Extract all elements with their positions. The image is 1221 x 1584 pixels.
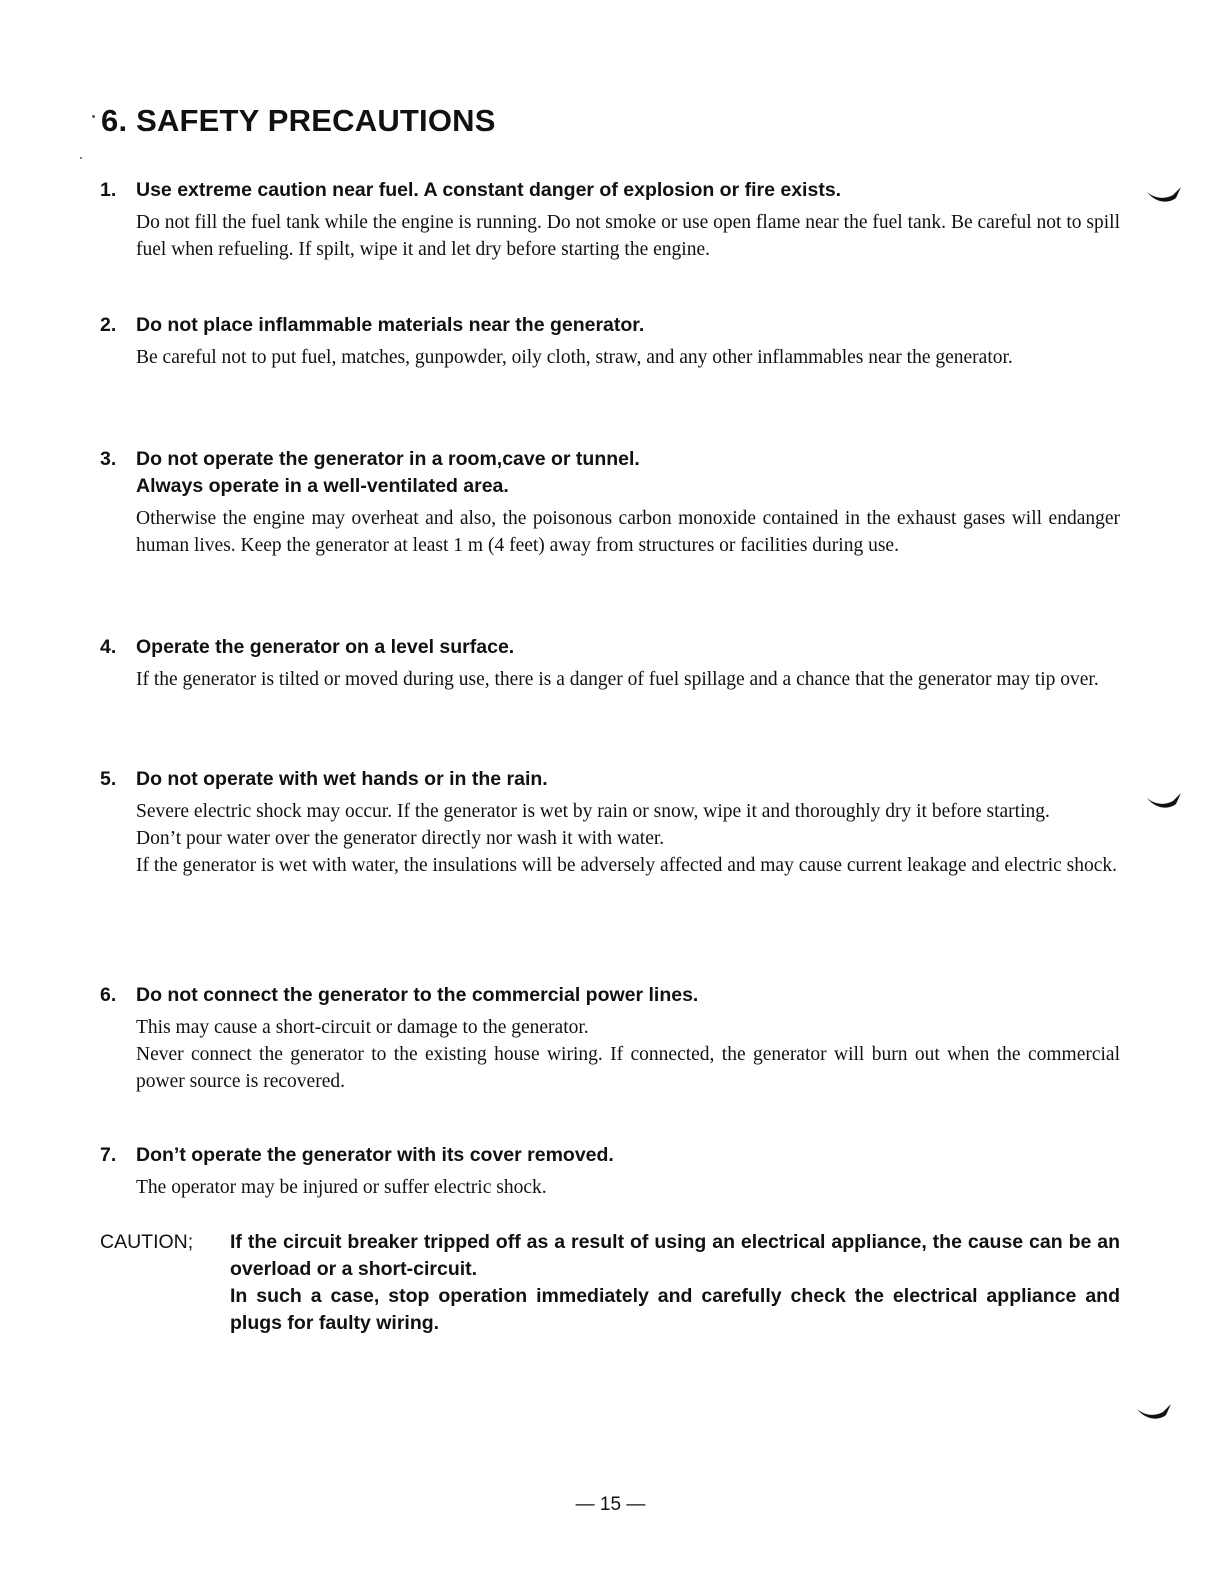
caution-note <box>100 1229 1120 1337</box>
scan-speck <box>80 157 82 159</box>
item-number: 3. <box>100 448 117 470</box>
caution-paragraph: In such a case, stop operation immediately and carefully check the electrical appliance and plugs for faulty wiring. <box>230 1285 1120 1334</box>
item-heading <box>100 312 1120 339</box>
item-heading-text: Do not place inflammable materials near the generator. <box>136 314 645 336</box>
item-body <box>136 1014 1120 1095</box>
item-body <box>136 344 1120 371</box>
item-heading <box>100 446 1120 500</box>
caution-text <box>230 1229 1120 1337</box>
precaution-item-2 <box>100 312 1120 371</box>
item-body <box>136 666 1120 693</box>
item-heading <box>100 982 1120 1009</box>
caution-label: CAUTION; <box>100 1231 194 1253</box>
precaution-item-5 <box>100 766 1120 879</box>
precaution-item-3 <box>100 446 1120 559</box>
item-body-paragraph: This may cause a short-circuit or damage to the generator. <box>136 1017 589 1038</box>
item-number: 1. <box>100 179 117 201</box>
page-title: 6. SAFETY PRECAUTIONS <box>101 103 496 138</box>
item-body-paragraph: Do not fill the fuel tank while the engine is running. Do not smoke or use open flame near the fuel tank. Be careful not to spill fuel when refueling. If spilt, wipe it and let dry before starting the engine. <box>136 212 1120 260</box>
item-body-paragraph: The operator may be injured or suffer electric shock. <box>136 1177 547 1198</box>
item-heading-text: Operate the generator on a level surface. <box>136 636 515 658</box>
item-body-paragraph: Never connect the generator to the existing house wiring. If connected, the generator will burn out when the commercial power source is recovered. <box>136 1044 1120 1092</box>
item-body-paragraph: Don’t pour water over the generator directly nor wash it with water. <box>136 828 665 849</box>
item-body-paragraph: If the generator is wet with water, the insulations will be adversely affected and may cause current leakage and electric shock. <box>136 855 1118 876</box>
item-heading-text: Do not operate the generator in a room,cave or tunnel. <box>136 448 640 470</box>
precaution-item-1 <box>100 177 1120 263</box>
caution-paragraph: If the circuit breaker tripped off as a result of using an electrical appliance, the cause can be an overload or a short-circuit. <box>230 1231 1120 1280</box>
margin-check-mark-icon <box>1136 1400 1172 1422</box>
item-heading-text: Do not operate with wet hands or in the rain. <box>136 768 548 790</box>
item-number: 6. <box>100 984 117 1006</box>
item-heading-text: Use extreme caution near fuel. A constant danger of explosion or fire exists. <box>136 179 842 201</box>
item-heading <box>100 766 1120 793</box>
item-heading-text: Don’t operate the generator with its cover removed. <box>136 1144 614 1166</box>
margin-check-mark-icon <box>1146 183 1182 205</box>
item-number: 2. <box>100 314 117 336</box>
item-heading-text: Do not connect the generator to the commercial power lines. <box>136 984 699 1006</box>
item-body-paragraph: Otherwise the engine may overheat and also, the poisonous carbon monoxide contained in the exhaust gases will endanger human lives. Keep the generator at least 1 m (4 feet) away from structures or facilities during use. <box>136 508 1120 556</box>
item-body <box>136 209 1120 263</box>
item-heading <box>100 1142 1120 1169</box>
item-number: 4. <box>100 636 117 658</box>
item-body <box>136 505 1120 559</box>
item-heading <box>100 634 1120 661</box>
item-body <box>136 1174 1120 1201</box>
precaution-item-6 <box>100 982 1120 1095</box>
page-number: — 15 — <box>575 1494 646 1515</box>
margin-check-mark-icon <box>1146 789 1182 811</box>
item-heading-text: Always operate in a well-ventilated area. <box>136 475 509 497</box>
item-body <box>136 798 1120 879</box>
item-number: 5. <box>100 768 117 790</box>
item-number: 7. <box>100 1144 117 1166</box>
item-body-paragraph: If the generator is tilted or moved during use, there is a danger of fuel spillage and a chance that the generator may tip over. <box>136 669 1099 690</box>
item-heading <box>100 177 1120 204</box>
precaution-item-7 <box>100 1142 1120 1201</box>
scan-speck <box>92 115 95 118</box>
precaution-item-4 <box>100 634 1120 693</box>
item-body-paragraph: Be careful not to put fuel, matches, gunpowder, oily cloth, straw, and any other inflammables near the generator. <box>136 347 1013 368</box>
item-body-paragraph: Severe electric shock may occur. If the generator is wet by rain or snow, wipe it and thoroughly dry it before starting. <box>136 801 1050 822</box>
